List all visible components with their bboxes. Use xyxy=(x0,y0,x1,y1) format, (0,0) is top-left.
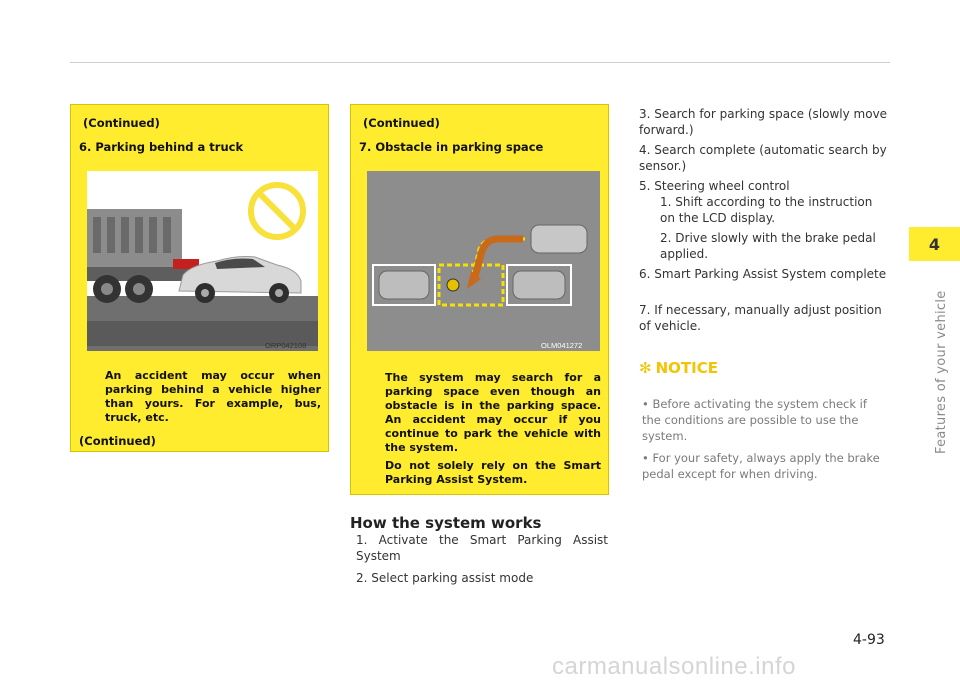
step-number: 7. xyxy=(639,303,651,317)
page-number: 4-93 xyxy=(853,632,885,648)
top-rule xyxy=(70,62,890,63)
notice-asterisk-icon: ✻ xyxy=(639,359,652,377)
notice-bullet xyxy=(642,450,882,482)
warning-text-2: Do not solely rely on the Smart Parking Assist System. xyxy=(385,459,601,486)
continued-label-top: (Continued) xyxy=(363,116,440,130)
step-text: Drive slowly with the brake pedal applied. xyxy=(660,231,876,261)
substep-item xyxy=(660,230,891,262)
step-number: 2. xyxy=(660,231,672,245)
step-text: Smart Parking Assist System complete xyxy=(654,267,887,281)
step-text: Search for parking space (slowly move forward.) xyxy=(639,107,888,137)
step-text: If necessary, manually adjust position of vehicle. xyxy=(639,303,882,333)
notice-title: NOTICE xyxy=(655,359,718,377)
warning-box-obstacle xyxy=(350,104,609,495)
continued-label-top: (Continued) xyxy=(83,116,160,130)
truck-parking-illustration xyxy=(87,171,318,351)
notice-bullet xyxy=(642,396,882,444)
notice-bullet-text: For your safety, always apply the brake pedal except for when driving. xyxy=(642,451,880,481)
step-text: Steering wheel control xyxy=(654,179,790,193)
step-item xyxy=(639,302,891,334)
warning-item-title: 7. Obstacle in parking space xyxy=(359,140,544,154)
obstacle-parking-illustration xyxy=(367,171,600,351)
step-number: 1. xyxy=(356,533,368,547)
step-item xyxy=(356,570,608,586)
step-number: 4. xyxy=(639,143,651,157)
step-number: 6. xyxy=(639,267,651,281)
warning-text-1: The system may search for a parking space even though an obstacle is in the parking space. An accident may occur if you continue to park the vehicle with the system. xyxy=(385,371,601,454)
truck-car-image xyxy=(87,171,318,351)
bullet-dot-icon: • xyxy=(642,397,653,411)
step-number: 3. xyxy=(639,107,651,121)
step-item xyxy=(639,106,891,138)
chapter-tab: 4 xyxy=(909,227,960,261)
step-number: 5. xyxy=(639,179,651,193)
notice-bullet-text: Before activating the system check if the conditions are possible to use the system. xyxy=(642,397,867,443)
image-code: OLM041272 xyxy=(541,341,583,350)
step-text: Activate the Smart Parking Assist System xyxy=(356,533,608,563)
continued-label-bottom: (Continued) xyxy=(79,434,156,448)
step-number: 1. xyxy=(660,195,672,209)
notice-heading xyxy=(639,359,718,377)
substep-item xyxy=(660,194,891,226)
step-number: 2. xyxy=(356,571,368,585)
bullet-dot-icon: • xyxy=(642,451,653,465)
step-item xyxy=(639,266,891,282)
watermark: carmanualsonline.info xyxy=(552,653,796,680)
step-text: Shift according to the instruction on the LCD display. xyxy=(660,195,873,225)
obstacle-parking-image xyxy=(367,171,600,351)
step-item xyxy=(356,532,608,564)
image-code: ORP042108 xyxy=(265,341,307,350)
step-text: Select parking assist mode xyxy=(371,571,534,585)
step-item xyxy=(639,142,891,174)
warning-item-title: 6. Parking behind a truck xyxy=(79,140,244,154)
warning-text: An accident may occur when parking behind a vehicle higher than yours. For example, bus, truck, etc. xyxy=(105,369,321,424)
chapter-title: Features of your vehicle xyxy=(934,290,949,454)
step-item xyxy=(639,178,891,194)
warning-box-parking-behind-truck xyxy=(70,104,329,452)
step-text: Search complete (automatic search by sensor.) xyxy=(639,143,887,173)
section-title: How the system works xyxy=(350,514,542,532)
